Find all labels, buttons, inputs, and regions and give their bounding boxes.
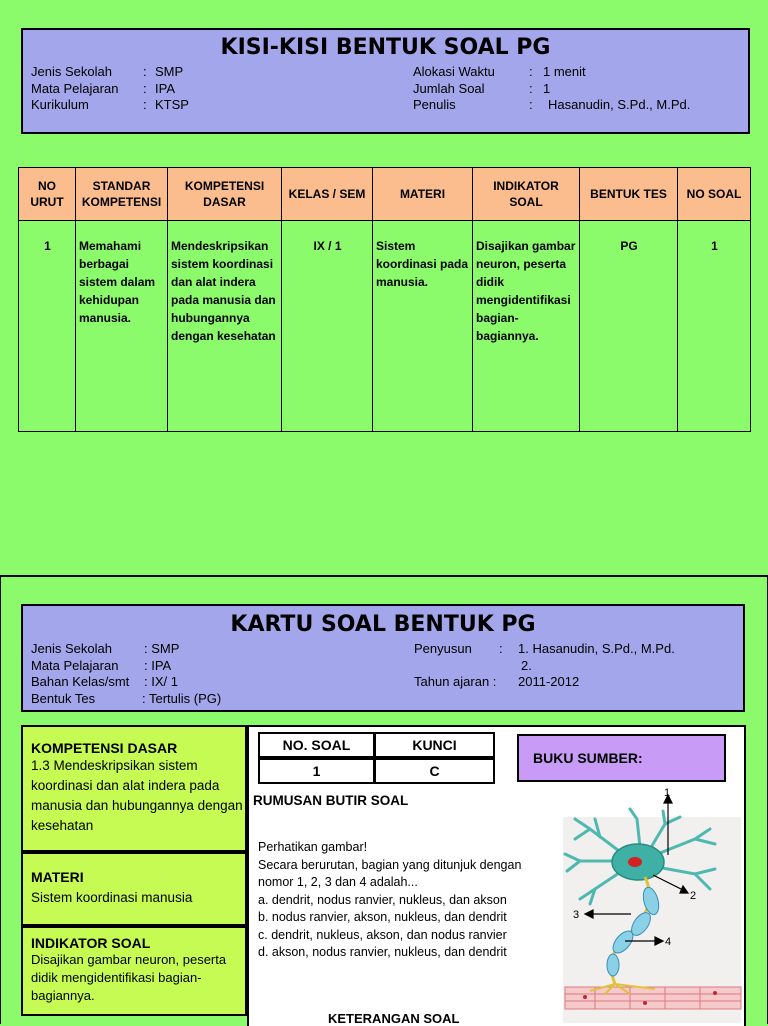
- no-soal-value-cell: 1: [258, 758, 375, 784]
- info-colon: :: [499, 641, 503, 656]
- materi-panel: [21, 852, 247, 926]
- cell-no-urut: 1: [19, 221, 76, 432]
- figure-label-2: 2: [690, 890, 697, 902]
- info-row-jenis-sekolah: [31, 641, 221, 658]
- question-area: [247, 725, 746, 1026]
- kisi-table: [18, 167, 751, 432]
- figure-label-4: 4: [665, 936, 672, 948]
- cell-kompetensi-dasar: Mendeskripsikan sistem koordinasi dan alat indera pada manusia dan hubungannya dengan kesehatan: [168, 221, 282, 432]
- info-row-bentuk-tes: [31, 691, 221, 708]
- cell-materi: Sistem koordinasi pada manusia.: [373, 221, 473, 432]
- info-label: Kurikulum: [31, 97, 89, 112]
- cell-indikator-soal: Disajikan gambar neuron, peserta didik mengidentifikasi bagian-bagiannya.: [473, 221, 580, 432]
- info-value: : Tertulis (PG): [142, 690, 222, 706]
- info-value: SMP: [155, 64, 184, 79]
- question-stem-line-1: Secara berurutan, bagian yang ditunjuk dengan: [258, 857, 522, 872]
- info-label: Bahan Kelas/smt: [31, 674, 130, 689]
- option-b: b. nodus ranvier, akson, nukleus, dan dendrit: [258, 910, 507, 924]
- info-label: Jenis Sekolah: [31, 641, 112, 656]
- info-value: : IPA: [144, 657, 172, 673]
- info-label: Tahun ajaran :: [414, 674, 497, 689]
- no-soal-label-cell: NO. SOAL: [258, 732, 375, 758]
- col-header-bentuk-tes: BENTUK TES: [580, 168, 678, 221]
- kunci-label-cell: KUNCI: [374, 732, 495, 758]
- rumusan-butir-soal-heading: RUMUSAN BUTIR SOAL: [253, 793, 409, 808]
- cell-standar-kompetensi: Memahami berbagai sistem dalam kehidupan manusia.: [76, 221, 168, 432]
- kartu-header-box: [21, 604, 745, 712]
- kisi-info-left: [31, 64, 189, 114]
- info-value: : SMP: [144, 641, 180, 656]
- info-value: 1. Hasanudin, S.Pd., M.Pd.: [518, 641, 675, 656]
- kisi-header-row: [19, 168, 751, 221]
- col-header-no-soal: NO SOAL: [678, 168, 751, 221]
- info-row-penyusun-2: [414, 658, 675, 675]
- info-row-jenis-sekolah: [31, 64, 189, 81]
- kompetensi-dasar-heading: KOMPETENSI DASAR: [31, 740, 178, 756]
- figure-label-1: 1: [664, 787, 671, 799]
- col-header-no-urut: NO URUT: [19, 168, 76, 221]
- info-row-bahan-kelas: [31, 674, 221, 691]
- option-d: d. akson, nodus ranvier, nukleus, dan dendrit: [258, 945, 507, 959]
- indikator-soal-heading: INDIKATOR SOAL: [31, 935, 151, 951]
- option-c: c. dendrit, nukleus, akson, dan nodus ranvier: [258, 927, 507, 942]
- info-colon: :: [143, 97, 147, 112]
- info-row-jumlah-soal: [413, 81, 690, 98]
- figure-label-3: 3: [573, 909, 580, 921]
- info-row-mata-pelajaran: [31, 658, 221, 675]
- col-header-kompetensi-dasar: KOMPETENSI DASAR: [168, 168, 282, 221]
- info-spacer: [414, 658, 521, 675]
- info-label: Penulis: [413, 97, 456, 112]
- cell-no-soal: 1: [678, 221, 751, 432]
- info-value: 1 menit: [543, 64, 586, 79]
- info-label: Mata Pelajaran: [31, 80, 119, 96]
- info-label: Mata Pelajaran: [31, 657, 119, 673]
- kisi-info-right: [413, 64, 690, 114]
- kompetensi-dasar-text: 1.3 Mendeskripsikan sistem koordinasi dan alat indera pada manusia dan hubungannya dengan kesehatan: [31, 758, 243, 833]
- buku-sumber-box: BUKU SUMBER:: [517, 734, 726, 782]
- info-row-kurikulum: [31, 97, 189, 114]
- kompetensi-dasar-panel: [21, 725, 247, 852]
- kartu-title: KARTU SOAL BENTUK PG: [230, 612, 536, 637]
- info-row-tahun-ajaran: [414, 674, 675, 691]
- kisi-title: KISI-KISI BENTUK SOAL PG: [220, 35, 551, 60]
- kisi-header-box: [21, 28, 750, 134]
- kunci-value-cell: C: [374, 758, 495, 784]
- info-value: KTSP: [155, 97, 189, 112]
- info-row-mata-pelajaran: [31, 81, 189, 98]
- info-value: : IX/ 1: [144, 674, 178, 689]
- col-header-standar-kompetensi: STANDAR KOMPETENSI: [76, 168, 168, 221]
- info-colon: :: [529, 97, 533, 112]
- materi-heading: MATERI: [31, 869, 84, 885]
- indikator-soal-text: Disajikan gambar neuron, peserta didik mengidentifikasi bagian-bagiannya.: [31, 952, 227, 1003]
- kartu-info-right: [414, 641, 675, 691]
- info-label: Bentuk Tes: [31, 690, 96, 706]
- info-value: 1: [543, 80, 551, 96]
- col-header-indikator-soal: INDIKATOR SOAL: [473, 168, 580, 221]
- info-label: Alokasi Waktu: [413, 64, 495, 79]
- info-label: Jenis Sekolah: [31, 64, 112, 79]
- info-row-alokasi-waktu: [413, 64, 690, 81]
- materi-text: Sistem koordinasi manusia: [31, 890, 193, 905]
- info-row-penyusun: [414, 641, 675, 658]
- info-label: Jumlah Soal: [413, 80, 485, 96]
- info-value: Hasanudin, S.Pd., M.Pd.: [548, 97, 691, 112]
- kartu-slide: [0, 575, 768, 1024]
- indikator-soal-panel: [21, 926, 247, 1016]
- info-colon: :: [143, 64, 147, 79]
- info-value: 2.: [521, 657, 532, 673]
- info-colon: :: [529, 64, 533, 79]
- info-row-penulis: [413, 97, 690, 114]
- info-value: IPA: [155, 80, 175, 96]
- info-colon: :: [143, 80, 147, 96]
- info-value: 2011-2012: [518, 674, 580, 689]
- question-instruction: Perhatikan gambar!: [258, 840, 368, 854]
- col-header-materi: MATERI: [373, 168, 473, 221]
- info-label: Penyusun: [414, 641, 472, 656]
- table-row: [19, 221, 751, 432]
- keterangan-soal-text: KETERANGAN SOAL: [328, 1011, 460, 1026]
- option-a: a. dendrit, nodus ranvier, nukleus, dan akson: [258, 892, 507, 907]
- neuron-figure: [545, 789, 745, 1024]
- cell-kelas-sem: IX / 1: [282, 221, 373, 432]
- keterangan-soal-partial: [328, 1011, 460, 1026]
- info-colon: :: [529, 80, 533, 96]
- col-header-kelas-sem: KELAS / SEM: [282, 168, 373, 221]
- question-text: [258, 839, 521, 962]
- question-stem-line-2: nomor 1, 2, 3 dan 4 adalah...: [258, 875, 418, 889]
- kartu-info-left: [31, 641, 221, 707]
- cell-bentuk-tes: PG: [580, 221, 678, 432]
- nucleus: [628, 857, 642, 867]
